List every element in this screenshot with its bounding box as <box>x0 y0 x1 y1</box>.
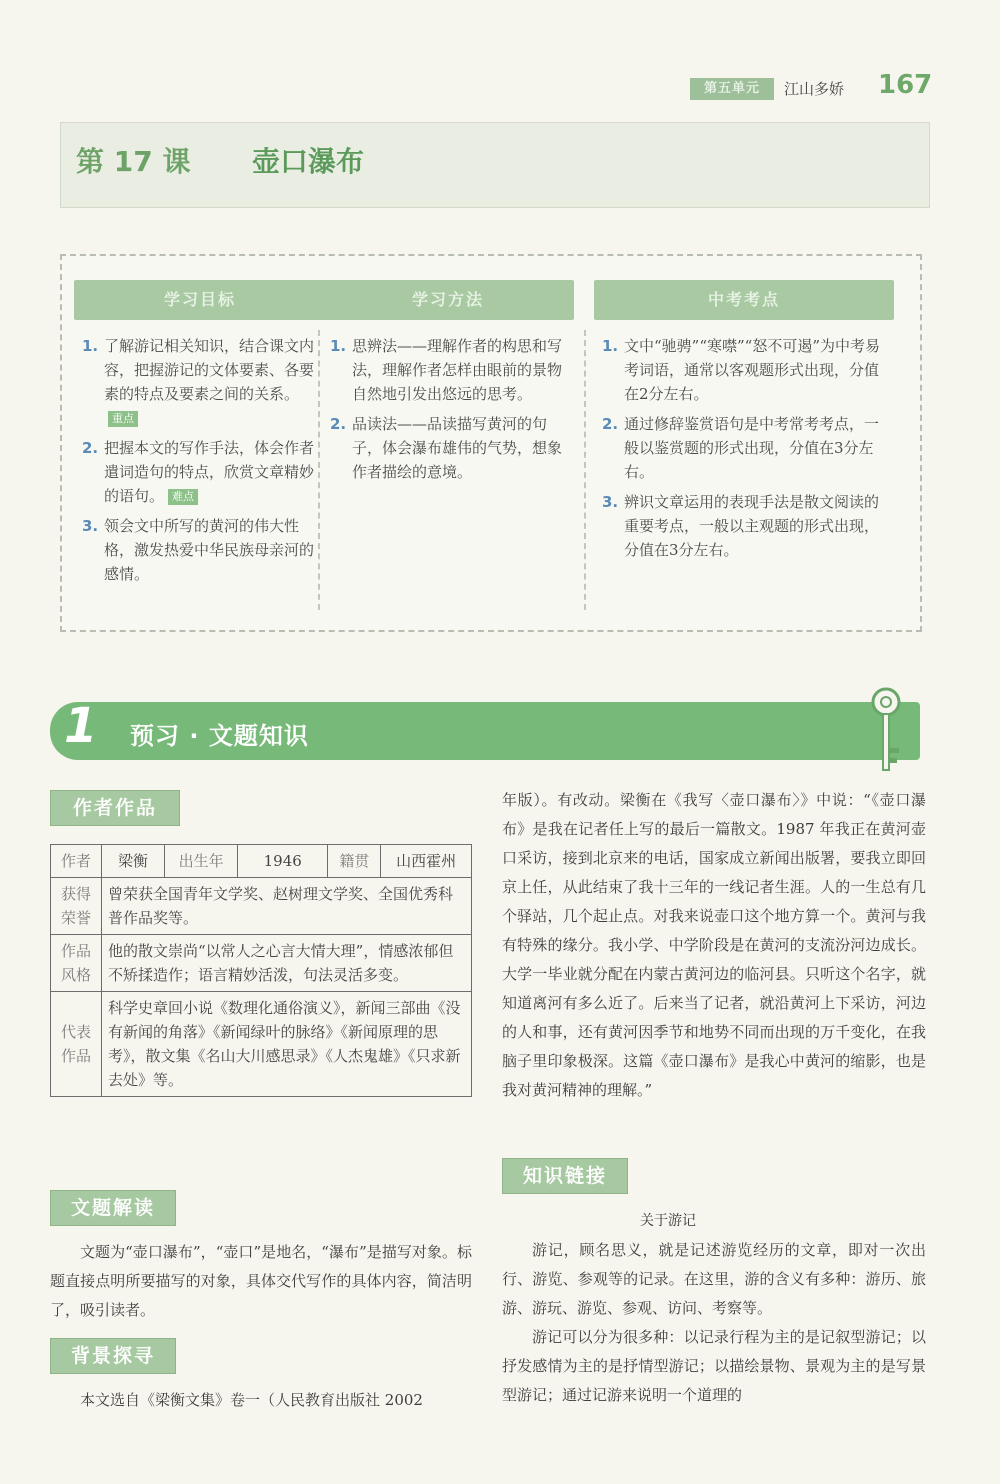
table-cell: 曾荣获全国青年文学奖、赵树理文学奖、全国优秀科普作品奖等。 <box>102 878 472 935</box>
objectives-column-3 <box>594 280 894 568</box>
list-item <box>602 490 888 562</box>
table-cell: 作者 <box>51 845 102 878</box>
item-number: 3. <box>602 493 619 511</box>
item-text: 通过修辞鉴赏语句是中考常考考点，一般以鉴赏题的形式出现，分值在3分左右。 <box>624 415 880 481</box>
section-number: 1 <box>64 698 98 754</box>
objectives-list <box>594 334 894 562</box>
list-item <box>602 334 888 406</box>
table-cell: 出生年 <box>165 845 238 878</box>
background-heading: 背景探寻 <box>50 1338 176 1374</box>
background-text-right <box>502 786 926 1105</box>
objectives-head: 学习目标 <box>74 280 326 320</box>
item-text: 把握本文的写作手法，体会作者遣词造句的特点，欣赏文章精妙的语句。 <box>104 439 315 505</box>
series-name: 江山多娇 <box>784 80 845 98</box>
item-number: 2. <box>82 439 99 457</box>
item-number: 1. <box>82 337 99 355</box>
background-text-left <box>50 1386 472 1415</box>
lesson-number: 第 17 课 <box>76 145 191 178</box>
section-title: 预习 · 文题知识 <box>130 722 309 750</box>
paragraph: 游记，顾名思义，就是记述游览经历的文章，即对一次出行、游览、参观等的记录。在这里，游的含义有多种：游历、旅游、游玩、游览、参观、访问、考察等。 <box>502 1241 926 1317</box>
table-row <box>51 845 472 878</box>
table-cell: 他的散文崇尚“以常人之心言大情大理”，情感浓郁但不矫揉造作；语言精妙活泼，句法灵活多变。 <box>102 935 472 992</box>
table-cell: 科学史章回小说《数理化通俗演义》，新闻三部曲《没有新闻的角落》《新闻绿叶的脉络》《新闻原理的思考》，散文集《名山大川感思录》《人杰鬼雄》《只求新去处》等。 <box>102 992 472 1097</box>
objectives-head: 中考考点 <box>594 280 894 320</box>
paragraph: 年版）。有改动。梁衡在《我写〈壶口瀑布〉》中说：“《壶口瀑布》是我在记者任上写的最后一篇散文。1987 年我正在黄河壶口采访，接到北京来的电话，国家成立新闻出版署，要我立即回京上任，从此结束了我十三年的一线记者生涯。人的一生总有几个驿站，几个起止点。对我来说壶口这个地方算一个。黄河与我有特殊的缘分。我小学、中学阶段是在黄河的支流汾河边成长。大学一毕业就分配在内蒙古黄河边的临河县。只听这个名字，就知道离河有多么近了。后来当了记者，就沿黄河上下采访，河边的人和事，还有黄河因季节和地势不同而出现的万千变化，在我脑子里印象极深。这篇《壶口瀑布》是我心中黄河的缩影，也是我对黄河精神的理解。” <box>502 791 926 1099</box>
list-item <box>602 412 888 484</box>
knowledge-link-heading: 知识链接 <box>502 1158 628 1194</box>
objectives-column-2 <box>322 280 574 490</box>
table-cell: 代表作品 <box>51 992 102 1097</box>
paragraph: 本文选自《梁衡文集》卷一（人民教育出版社 2002 <box>80 1391 423 1409</box>
table-cell: 山西霍州 <box>381 845 472 878</box>
lesson-title: 壶口瀑布 <box>252 145 365 178</box>
table-cell: 1946 <box>238 845 328 878</box>
paragraph: 游记可以分为很多种：以记录行程为主的是记叙型游记；以抒发感情为主的是抒情型游记；以描绘景物、景观为主的是写景型游记；通过记游来说明一个道理的 <box>502 1328 926 1404</box>
key-icon <box>864 686 912 776</box>
item-text: 领会文中所写的黄河的伟大性格，激发热爱中华民族母亲河的感情。 <box>104 517 315 583</box>
objectives-column-1 <box>74 280 326 592</box>
table-row <box>51 878 472 935</box>
list-item <box>82 436 320 508</box>
paragraph: 文题为“壶口瀑布”，“壶口”是地名，“瀑布”是描写对象。标题直接点明所要描写的对象，具体交代写作的具体内容，简洁明了，吸引读者。 <box>50 1243 472 1319</box>
item-number: 1. <box>330 337 347 355</box>
difficulty-badge: 难点 <box>168 489 198 505</box>
list-item <box>82 514 320 586</box>
objectives-list <box>74 334 326 586</box>
item-text: 思辨法——理解作者的构思和写法，理解作者怎样由眼前的景物自然地引发出悠远的思考。 <box>352 337 563 403</box>
item-text: 辨识文章运用的表现手法是散文阅读的重要考点，一般以主观题的形式出现，分值在3分左右。 <box>624 493 880 559</box>
knowledge-link-title: 关于游记 <box>640 1213 696 1229</box>
item-text: 品读法——品读描写黄河的句子，体会瀑布雄伟的气势，想象作者描绘的意境。 <box>352 415 563 481</box>
item-number: 1. <box>602 337 619 355</box>
item-number: 3. <box>82 517 99 535</box>
unit-tag: 第五单元 <box>690 78 774 100</box>
table-cell: 作品风格 <box>51 935 102 992</box>
table-cell: 梁衡 <box>102 845 165 878</box>
table-row <box>51 992 472 1097</box>
title-reading-text <box>50 1238 472 1325</box>
page-number: 167 <box>878 70 933 100</box>
list-item <box>330 412 568 484</box>
column-divider <box>584 330 586 610</box>
lesson-banner <box>60 122 930 208</box>
item-text: 了解游记相关知识，结合课文内容，把握游记的文体要素、各要素的特点及要素之间的关系。 <box>104 337 315 403</box>
list-item <box>330 334 568 406</box>
table-cell: 籍贯 <box>328 845 381 878</box>
author-works-heading: 作者作品 <box>50 790 180 826</box>
objectives-list <box>322 334 574 484</box>
key-point-badge: 重点 <box>108 411 138 427</box>
objectives-head: 学习方法 <box>322 280 574 320</box>
title-reading-heading: 文题解读 <box>50 1190 176 1226</box>
table-cell: 获得荣誉 <box>51 878 102 935</box>
table-row <box>51 935 472 992</box>
item-number: 2. <box>602 415 619 433</box>
author-table <box>50 844 472 1097</box>
list-item <box>82 334 320 430</box>
item-text: 文中“驰骋”“寒噤”“怒不可遏”为中考易考词语，通常以客观题形式出现，分值在2分左右。 <box>624 337 881 403</box>
knowledge-link-text <box>502 1236 926 1410</box>
item-number: 2. <box>330 415 347 433</box>
